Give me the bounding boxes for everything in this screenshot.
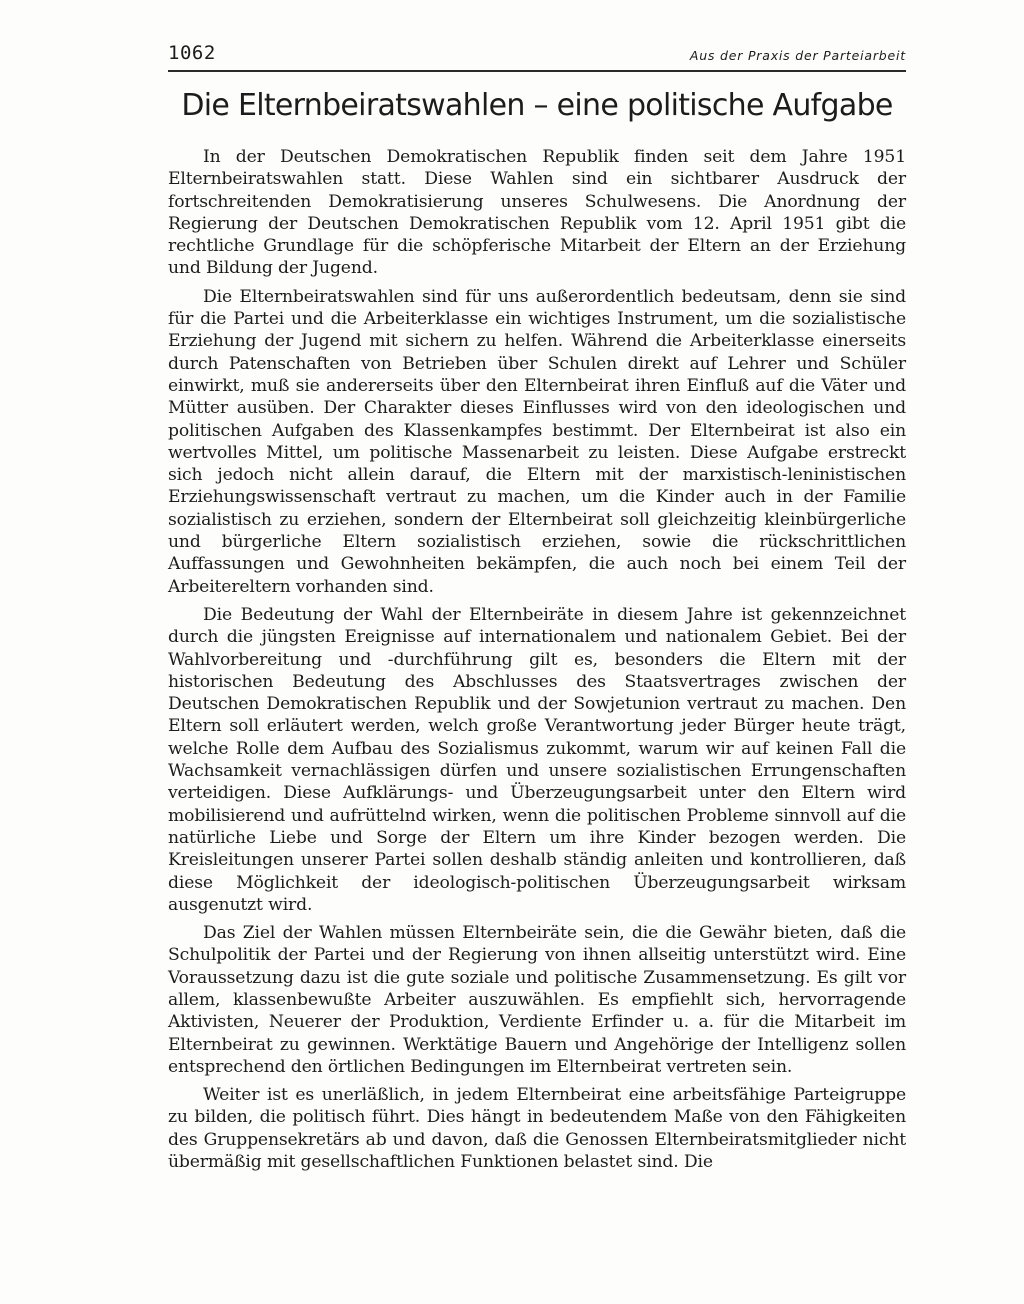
paragraph-4: Das Ziel der Wahlen müssen Elternbeiräte sein, die die Gewähr bieten, daß die Schulpolitik der Partei und der Regierung von ihnen allseitig unterstützt wird. Eine Voraussetzung dazu ist die gute soziale und politische Zusammensetzung. Es gilt vor allem, klassenbewußte Arbeiter auszuwählen. Es empfiehlt sich, hervorragende Aktivisten, Neuerer der Produktion, Verdiente Erfinder u. a. für die Mitarbeit im Elternbeirat zu gewinnen. Werktätige Bauern und Angehörige der Intelligenz sollen entsprechend den örtlichen Bedingungen im Elternbeirat vertreten sein. xyxy=(168,923,906,1077)
article-body xyxy=(168,146,906,1179)
paragraph-1: In der Deutschen Demokratischen Republik finden seit dem Jahre 1951 Elternbeiratswahlen statt. Diese Wahlen sind ein sichtbarer Ausdruck der fortschreitenden Demokratisierung unseres Schulwesens. Die Anordnung der Regierung der Deutschen Demokratischen Republik vom 12. April 1951 gibt die rechtliche Grundlage für die schöpferische Mitarbeit der Eltern an der Erziehung und Bildung der Jugend. xyxy=(168,147,906,279)
page-number: 1062 xyxy=(168,42,216,64)
paragraph-5: Weiter ist es unerläßlich, in jedem Elternbeirat eine arbeitsfähige Parteigruppe zu bilden, die politisch führt. Dies hängt in bedeutendem Maße von den Fähigkeiten des Gruppensekretärs ab und davon, daß die Genossen Elternbeiratsmitglieder nicht übermäßig mit gesellschaftlichen Funktionen belastet sind. Die xyxy=(168,1085,906,1173)
article-title: Die Elternbeiratswahlen – eine politische Aufgabe xyxy=(181,88,893,123)
running-head: Aus der Praxis der Parteiarbeit xyxy=(689,48,906,63)
page-header xyxy=(168,40,906,72)
paragraph-2: Die Elternbeiratswahlen sind für uns außerordentlich bedeutsam, denn sie sind für die Partei und die Arbeiterklasse ein wichtiges Instrument, um die sozialistische Erziehung der Jugend mit sichern zu helfen. Während die Arbeiterklasse einerseits durch Patenschaften von Betrieben über Schulen direkt auf Lehrer und Schüler einwirkt, muß sie andererseits über den Elternbeirat ihren Einfluß auf die Väter und Mütter ausüben. Der Charakter dieses Einflusses wird von den ideologischen und politischen Aufgaben des Klassenkampfes bestimmt. Der Elternbeirat ist also ein wertvolles Mittel, um politische Massenarbeit zu leisten. Diese Aufgabe erstreckt sich jedoch nicht allein darauf, die Eltern mit der marxistisch-leninistischen Erziehungswissenschaft vertraut zu machen, um die Kinder auch in der Familie sozialistisch zu erziehen, sondern der Elternbeirat soll gleichzeitig kleinbürgerliche und bürgerliche Eltern sozialistisch erziehen, sowie die rückschrittlichen Auffassungen und Gewohnheiten bekämpfen, die auch noch bei einem Teil der Arbeitereltern vorhanden sind. xyxy=(168,286,906,597)
paragraph-3: Die Bedeutung der Wahl der Elternbeiräte in diesem Jahre ist gekennzeichnet durch die jüngsten Ereignisse auf internationalem und nationalem Gebiet. Bei der Wahlvorbereitung und -durchführung gilt es, besonders die Eltern mit der historischen Bedeutung des Abschlusses des Staatsvertrages zwischen der Deutschen Demokratischen Republik und der Sowjetunion vertraut zu machen. Den Eltern soll erläutert werden, welch große Verantwortung jeder Bürger heute trägt, welche Rolle dem Aufbau des Sozialismus zukommt, warum wir auf keinen Fall die Wachsamkeit vernachlässigen dürfen und unsere sozialistischen Errungenschaften verteidigen. Diese Aufklärungs- und Überzeugungsarbeit unter den Eltern wird mobilisierend und aufrüttelnd wirken, wenn die politischen Probleme sinnvoll auf die natürliche Liebe und Sorge der Eltern um ihre Kinder bezogen werden. Die Kreisleitungen unserer Partei sollen deshalb ständig anleiten und kontrollieren, daß diese Möglichkeit der ideologisch-politischen Überzeugungsarbeit wirksam ausgenutzt wird. xyxy=(168,604,906,915)
